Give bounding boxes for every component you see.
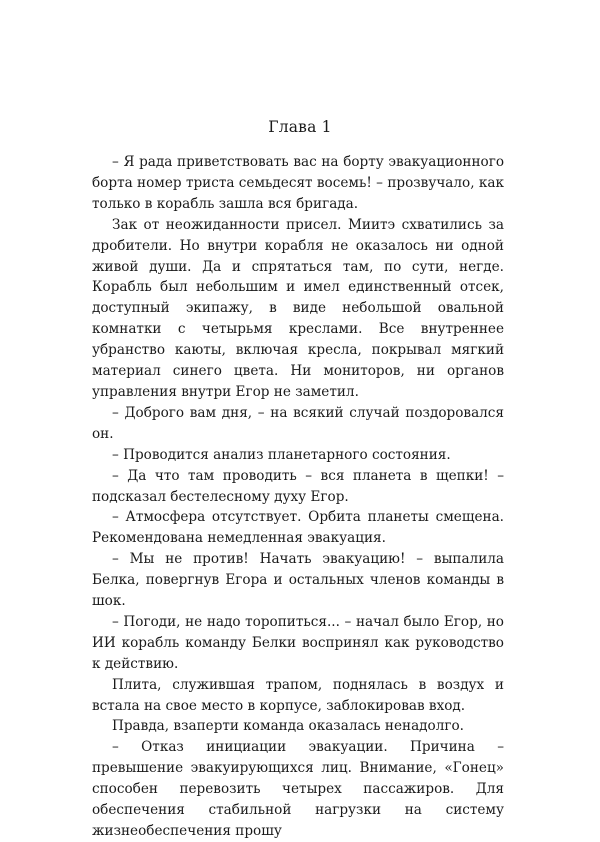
paragraph: – Погоди, не надо торопиться... – начал было Егор, но ИИ корабль команду Белки воспринял как руководство к действию.	[92, 613, 504, 672]
paragraph: – Я рада приветствовать вас на борту эвакуационного борта номер триста семьдесят восемь! – прозвучало, как только в корабль зашла вся бригада.	[92, 154, 504, 212]
paragraph: – Доброго вам дня, – на всякий случай поздоровался он.	[92, 404, 504, 442]
body-text	[92, 152, 504, 842]
paragraph: – Отказ инициации эвакуации. Причина – превышение эвакуирующихся лиц. Внимание, «Гонец» способен перевозить четырех пассажиров. Для обеспечения стабильной нагрузки на систему жизнеобеспечения прошу	[92, 739, 504, 839]
paragraph: – Проводится анализ планетарного состояния.	[112, 446, 451, 463]
paragraph: Плита, служившая трапом, поднялась в воздух и встала на свое место в корпусе, заблокировав вход.	[92, 676, 504, 714]
chapter-title: Глава 1	[268, 118, 332, 136]
paragraph: – Мы не против! Начать эвакуацию! – выпалила Белка, повергнув Егора и остальных членов команды в шок.	[92, 551, 504, 610]
paragraph: Правда, взаперти команда оказалась ненадолго.	[112, 718, 464, 735]
paragraph: – Атмосфера отсутствует. Орбита планеты смещена. Рекомендована немедленная эвакуация.	[92, 509, 504, 547]
paragraph: Зак от неожиданности присел. Миитэ схватились за дробители. Но внутри корабля не оказалось ни одной живой души. Да и спрятаться там, по сути, негде. Корабль был небольшим и имел единственный отсек, доступный экипажу, в виде небольшой овальной комнатки с четырьмя креслами. Все внутреннее убранство каюты, включая кресла, покрывал мягкий материал синего цвета. Ни мониторов, ни органов управления внутри Егор не заметил.	[92, 216, 504, 400]
paragraph: – Да что там проводить – вся планета в щепки! – подсказал бестелесному духу Егор.	[92, 467, 504, 505]
